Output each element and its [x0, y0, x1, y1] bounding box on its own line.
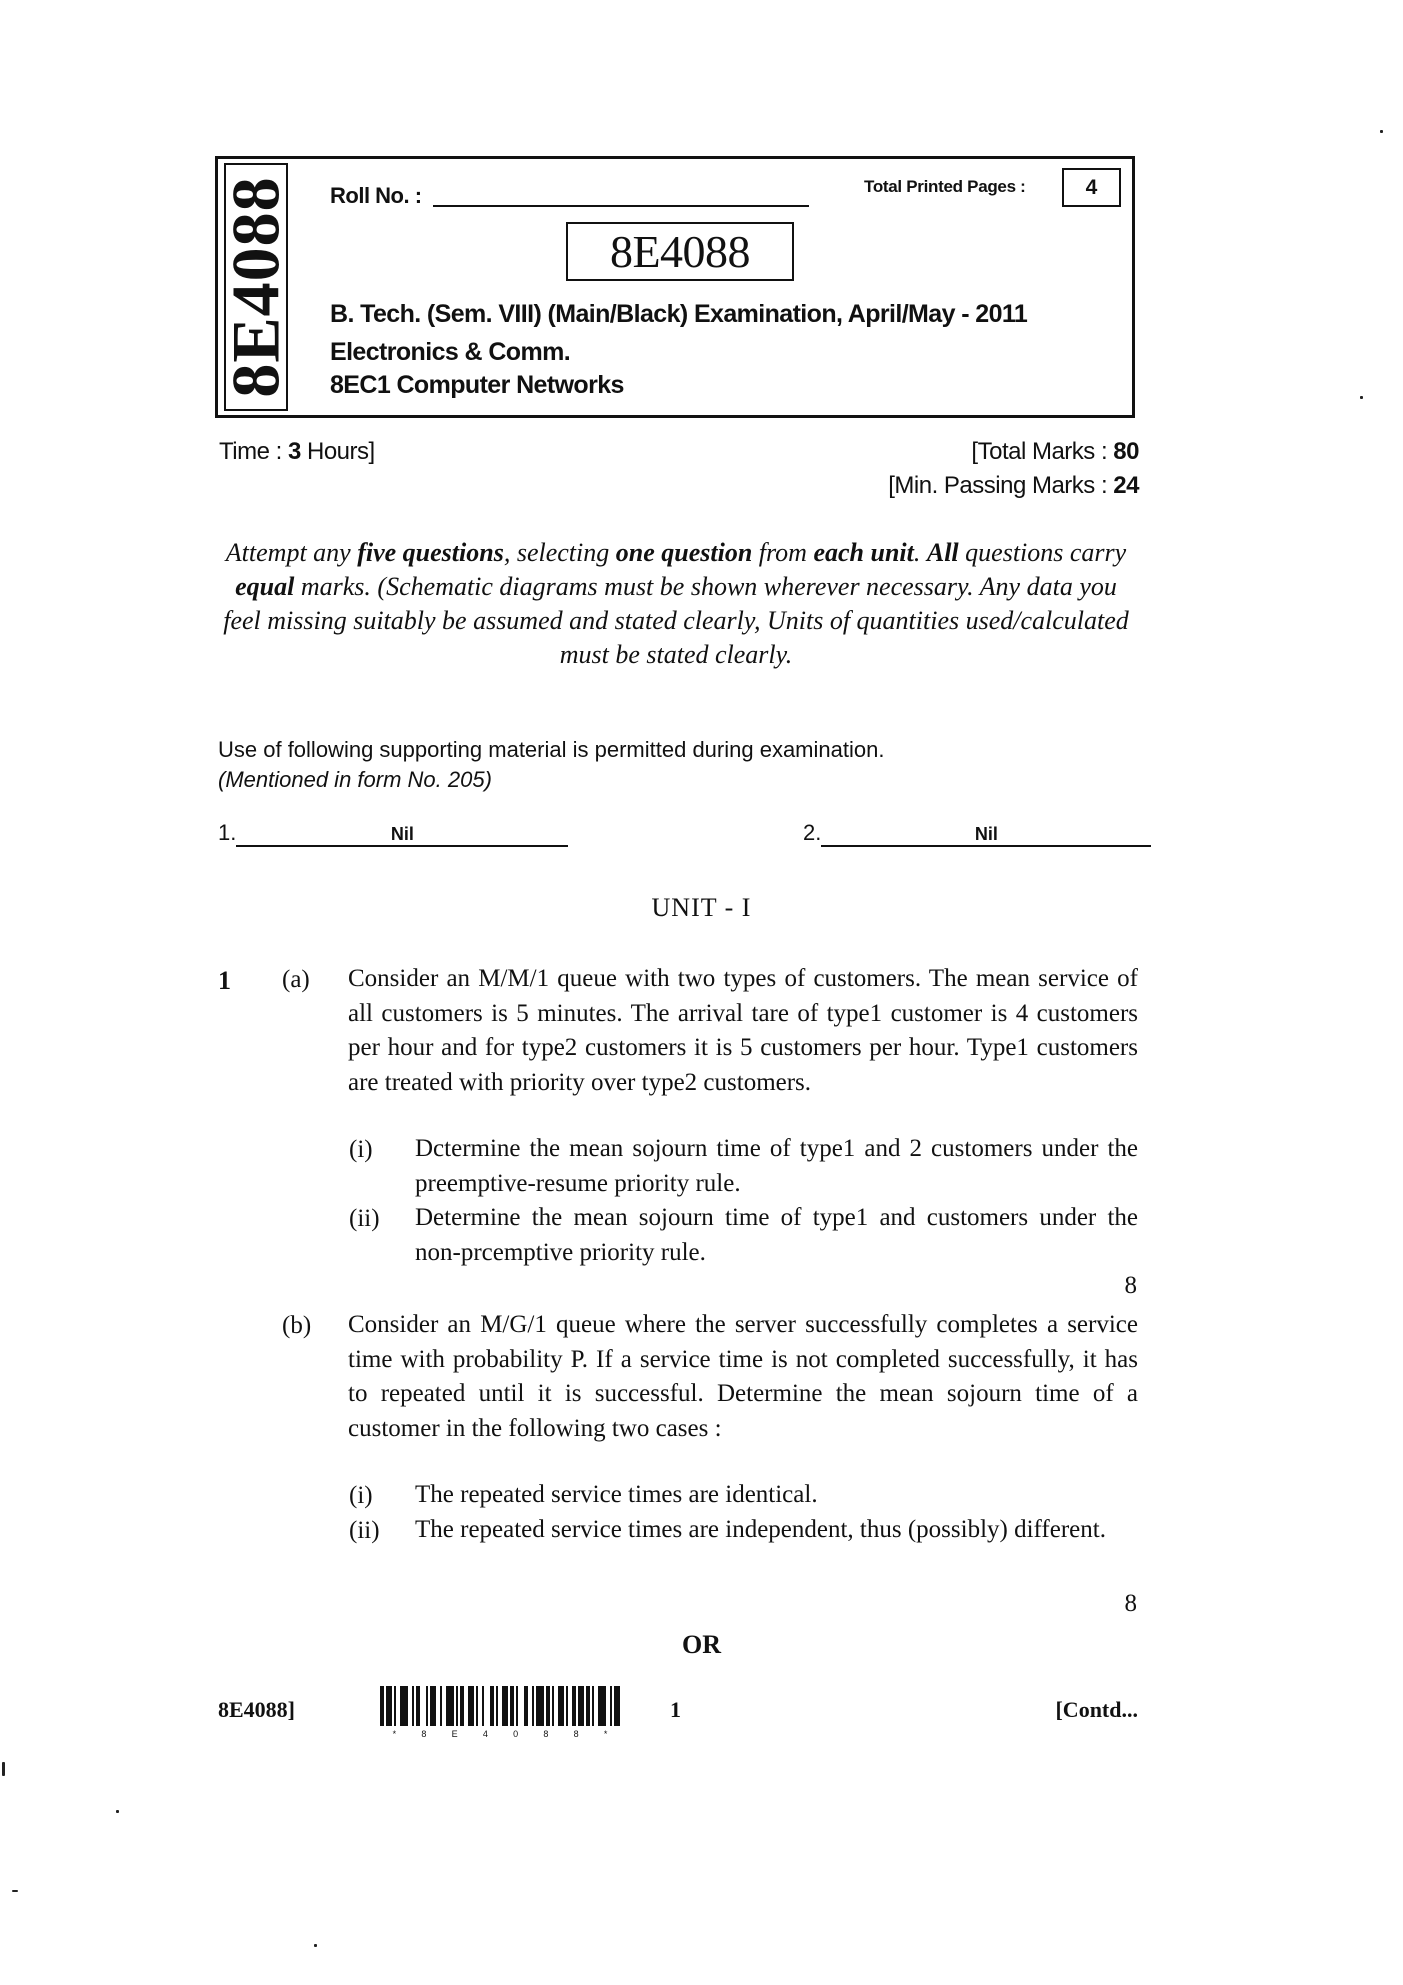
question-part-label: (a): [282, 966, 310, 993]
material-item-number: 1.: [218, 820, 237, 845]
scan-speck: [12, 1890, 18, 1892]
barcode-char: 8: [421, 1729, 427, 1739]
material-item-1: [218, 820, 568, 847]
barcode-bar: [400, 1686, 408, 1726]
instruction-text: marks. (Schematic diagrams must be shown wherever necessary. Any data you feel missing suitably be assumed and stated clearly, Units of quantities used/calculated must be stated clearly.: [223, 572, 1129, 669]
subpart-text: Determine the mean sojourn time of type1 and customers under the non-prcemptive priority rule.: [415, 1204, 1138, 1266]
barcode-bar: [598, 1686, 606, 1726]
barcode-char: 8: [573, 1729, 579, 1739]
time-suffix: Hours]: [300, 438, 375, 465]
subpart-label: (ii): [349, 1205, 380, 1232]
vertical-paper-code: [218, 163, 295, 411]
barcode-caption: [380, 1729, 620, 1739]
min-marks-value: 24: [1113, 472, 1139, 499]
question-text: Consider an M/G/1 queue where the server successfully completes a service time with probability P. If a service time is not completed successfully, it has to repeated until it is successful. Determine the mean sojourn time of a customer in the following two cases :: [348, 1311, 1138, 1442]
subpart-label: (i): [349, 1136, 373, 1163]
material-item-value: Nil: [821, 824, 1151, 847]
instruction-emphasis: All: [926, 538, 959, 567]
unit-heading: UNIT - I: [651, 893, 752, 922]
barcode-char: 8: [543, 1729, 549, 1739]
supporting-material-text: Use of following supporting material is permitted during examination.: [218, 737, 885, 762]
total-pages-value: 4: [1062, 168, 1121, 207]
time-label: Time :: [219, 438, 288, 465]
barcode-char: 4: [482, 1729, 488, 1739]
question-text: Consider an M/M/1 queue with two types of customers. The mean service of all customers is 5 minutes. The arrival tare of type1 customer is 4 customers per hour and for type2 customers it is 5 customers per hour. Type1 customers are treated with priority over type2 customers.: [348, 965, 1138, 1096]
subpart-text: Dctermine the mean sojourn time of type1 and 2 customers under the preemptive-resume priority rule.: [415, 1135, 1138, 1197]
min-marks-label: [Min. Passing Marks :: [888, 472, 1114, 499]
time-value: 3: [287, 438, 301, 465]
scan-speck: [314, 1944, 317, 1947]
instruction-text: questions carry: [958, 538, 1127, 567]
exam-title: B. Tech. (Sem. VIII) (Main/Black) Examination, April/May - 2011: [330, 300, 1028, 328]
question-marks: 8: [1124, 1590, 1137, 1617]
barcode-bar: [536, 1686, 544, 1726]
question-marks: 8: [1124, 1272, 1137, 1299]
branch-name: Electronics & Comm.: [330, 338, 571, 366]
subject-name: 8EC1 Computer Networks: [330, 371, 624, 399]
barcode: [380, 1686, 620, 1726]
vertical-code-text: 8E4088: [218, 176, 295, 398]
scan-speck: [2, 1762, 5, 1776]
material-item-value: Nil: [236, 824, 568, 847]
instruction-text: from: [752, 538, 814, 567]
barcode-bar: [614, 1686, 620, 1726]
total-marks-value: 80: [1113, 438, 1139, 465]
instruction-emphasis: equal: [235, 572, 295, 601]
exam-duration: [219, 438, 375, 466]
instruction-emphasis: one question: [615, 538, 753, 567]
material-item-number: 2.: [803, 820, 822, 845]
or-separator: OR: [682, 1630, 721, 1659]
barcode-char: E: [451, 1729, 458, 1739]
roll-no-field[interactable]: [433, 205, 809, 207]
page-number: 1: [670, 1697, 681, 1722]
continued-label: [Contd...: [1055, 1697, 1138, 1722]
barcode-char: *: [392, 1729, 397, 1739]
subpart-text: The repeated service times are independent, thus (possibly) different.: [415, 1516, 1106, 1543]
instruction-text: , selecting: [503, 538, 616, 567]
paper-code: 8E4088: [566, 222, 794, 281]
roll-no-label: Roll No. :: [330, 183, 422, 208]
instruction-text: .: [913, 538, 927, 567]
instruction-text: Attempt any: [225, 538, 358, 567]
barcode-bar: [446, 1686, 454, 1726]
instruction-emphasis: each unit: [813, 538, 914, 567]
question-number: 1: [218, 966, 231, 995]
subpart-text: The repeated service times are identical.: [415, 1481, 818, 1508]
instruction-emphasis: five questions: [357, 538, 504, 567]
scan-speck: [116, 1810, 119, 1813]
footer-paper-code: 8E4088]: [218, 1697, 295, 1722]
total-marks-label: [Total Marks :: [971, 438, 1114, 465]
subpart-label: (ii): [349, 1517, 380, 1544]
scan-speck: [1380, 130, 1383, 133]
min-passing-marks: [888, 472, 1139, 500]
material-item-2: [803, 820, 1151, 847]
supporting-material-note: (Mentioned in form No. 205): [218, 767, 492, 792]
scan-speck: [1360, 396, 1363, 399]
total-marks: [971, 438, 1139, 466]
subpart-label: (i): [349, 1482, 373, 1509]
total-pages-label: Total Printed Pages :: [864, 177, 1026, 196]
barcode-char: *: [603, 1729, 608, 1739]
question-part-label: (b): [282, 1312, 312, 1339]
barcode-char: 0: [513, 1729, 519, 1739]
instructions: [218, 536, 1134, 672]
